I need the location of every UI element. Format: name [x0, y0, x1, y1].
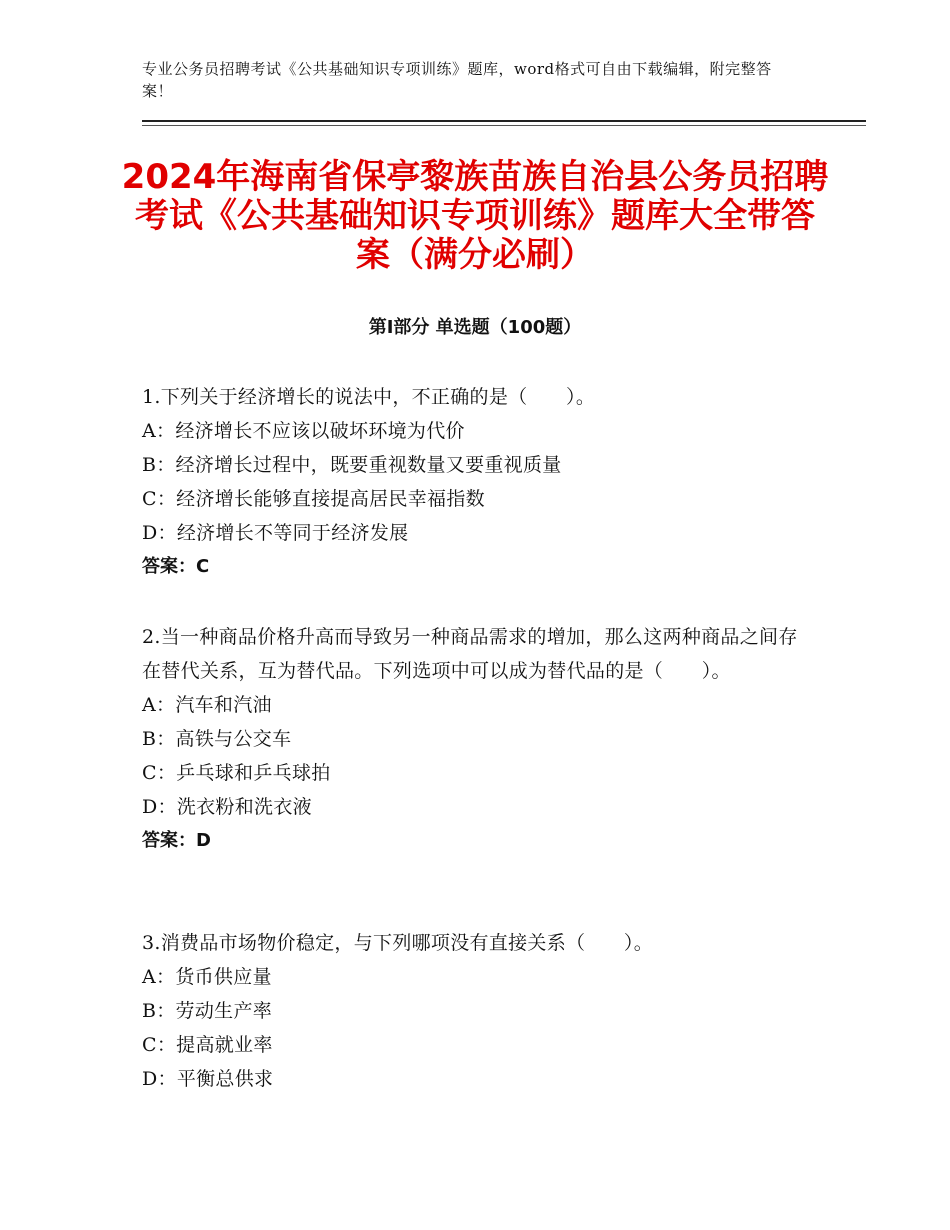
question-stem: 1.下列关于经济增长的说法中，不正确的是（ ）。 [142, 386, 596, 408]
header-note: 专业公务员招聘考试《公共基础知识专项训练》题库，word格式可自由下载编辑，附完整答案！ [142, 60, 772, 100]
question-1 [142, 380, 808, 584]
option-c: C：经济增长能够直接提高居民幸福指数 [142, 488, 485, 510]
question-2 [142, 620, 808, 858]
question-stem: 3.消费品市场物价稳定，与下列哪项没有直接关系（ ）。 [142, 932, 654, 954]
option-c: C：提高就业率 [142, 1034, 273, 1056]
option-d: D：洗衣粉和洗衣液 [142, 796, 312, 818]
option-b: B：经济增长过程中，既要重视数量又要重视质量 [142, 454, 562, 476]
option-a: A：经济增长不应该以破坏环境为代价 [142, 420, 465, 442]
document-title: 2024年海南省保亭黎族苗族自治县公务员招聘考试《公共基础知识专项训练》题库大全带答案（满分必刷） [121, 157, 829, 275]
answer: 答案：C [142, 556, 210, 577]
answer: 答案：D [142, 830, 211, 851]
option-b: B：高铁与公交车 [142, 728, 292, 750]
option-a: A：货币供应量 [142, 966, 272, 988]
option-c: C：乒乓球和乒乓球拍 [142, 762, 331, 784]
question-stem: 2.当一种商品价格升高而导致另一种商品需求的增加，那么这两种商品之间存在替代关系，互为替代品。下列选项中可以成为替代品的是（ ）。 [142, 626, 798, 682]
section-title: 第Ⅰ部分 单选题（100题） [368, 317, 582, 338]
option-d: D：经济增长不等同于经济发展 [142, 522, 409, 544]
header-divider-thin [142, 125, 866, 126]
option-b: B：劳动生产率 [142, 1000, 273, 1022]
question-3 [142, 926, 808, 1096]
header-divider [142, 120, 866, 122]
option-d: D：平衡总供求 [142, 1068, 274, 1090]
option-a: A：汽车和汽油 [142, 694, 272, 716]
